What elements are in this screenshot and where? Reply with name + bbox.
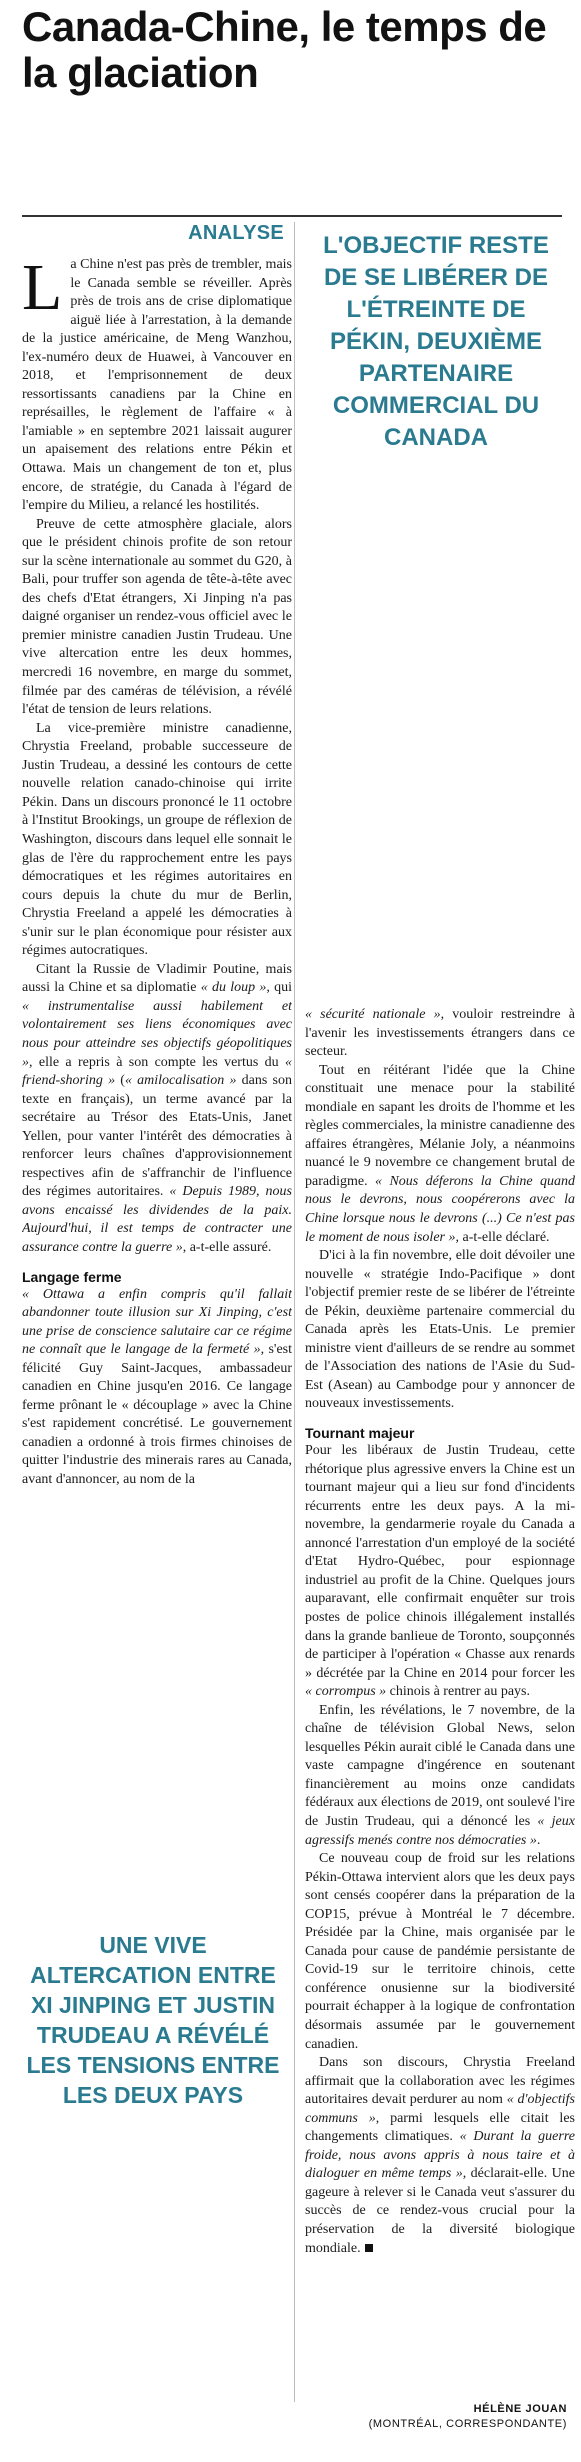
quote-italic: « amilocalisation » — [124, 1073, 237, 1089]
quote-italic: « instrumentalise aussi habilement et volontairement ses liens économiques avec nous pour atteindre ses objectifs géopolitiques » — [22, 998, 292, 1070]
rubric-label: ANALYSE — [188, 222, 284, 244]
paragraph-global-news — [305, 1702, 575, 1850]
headline: Canada-Chine, le temps de la glaciation — [22, 3, 547, 96]
end-mark — [365, 2244, 373, 2252]
text-run: Dans son discours, Chrystia Freeland affirmait que la collaboration avec les régimes autoritaires devait perdurer au nom — [305, 2055, 575, 2108]
quote-italic: « Durant la guerre froide, nous avons appris à nous taire et à dialoguer en même temps » — [305, 2129, 575, 2182]
pull-quote-altercation: UNE VIVE ALTERCATION ENTRE XI JINPING ET JUSTIN TRUDEAU A RÉVÉLÉ LES TENSIONS ENTRE LES DEUX PAYS — [26, 1932, 280, 2108]
subheading-tournant-majeur: Tournant majeur — [305, 1425, 415, 1442]
text-run: Tout en réitérant l'idée que la Chine constituait une menace pour la stabilité mondiale en sapant les droits de l'homme et les règles commerciales, la ministre canadienne des affaires étrangères, Mélanie Joly, a néanmoins nuancé le 9 novembre ce changement brutal de paradigme. — [305, 1062, 575, 1189]
text-run: chinois à rentrer au pays. — [386, 1684, 530, 1700]
text-run: . — [536, 1832, 541, 1848]
text-run: dans son texte en français), un terme avancé par la secrétaire au Trésor des Etats-Unis, Janet Yellen, pour vanter l'intérêt des démocraties à renforcer leurs chaînes d'approvisionnement respectives afin de s'affranchir de l'influence des régimes autoritaires. — [22, 1073, 292, 1200]
text-run: , s'est félicité Guy Saint-Jacques, ambassadeur canadien en Chine jusqu'en 2016. Ce langage ferme prônant le « découplage » avec la Chine s'est rapidement concrétisé. Le gouvernement canadien a ordonné à trois firmes chinoises de quitter l'industrie des minerais rares au Canada, avant d'annoncer, au nom de la — [22, 1342, 292, 1487]
paragraph-intro-text: a Chine n'est pas près de trembler, mais le Canada semble se réveiller. Après près de trois ans de crise diplomatique aiguë liée à l'arrestation, à la demande de la justice américaine, de Meng Wanzhou, l'ex-numéro deux de Huawei, à Vancouver en 2018, et l'emprisonnement de deux ressortissants canadiens par la Chine en représailles, le règlement de l'affaire « à l'amiable » en septembre 2021 laissait augurer un apaisement des relations entre Pékin et Ottawa. Mais un changement de ton et, plus encore, de stratégie, du Canada à l'égard de l'empire du Milieu, a relancé les hostilités. — [22, 257, 292, 514]
paragraph-intro — [22, 256, 292, 516]
text-run: ( — [115, 1073, 125, 1089]
paragraph-continued — [305, 1006, 575, 1062]
quote-italic: « sécurité nationale » — [305, 1007, 441, 1022]
author-name: HÉLÈNE JOUAN — [473, 2403, 567, 2415]
text-run: , a-t-elle déclaré. — [455, 1229, 550, 1245]
paragraph: La vice-première ministre canadienne, Chrystia Freeland, probable successeure de Justin Trudeau, a dessiné les contours de cette nouvelle relation canado-chinoise qui irrite Pékin. Dans un discours prononcé le 11 octobre à l'Institut Brookings, un groupe de réflexion de Washington, discours dans lequel elle sonnait le glas de l'ère du rapprochement entre les pays démocratiques et les régimes autoritaires en cours depuis la chute du mur de Berlin, Chrystia Freeland a appelé les démocraties à s'unir sur le plan économique pour résister aux régimes autocratiques. — [22, 720, 292, 959]
text-run: Citant la Russie de Vladimir Poutine, mais aussi la Chine et sa diplomatie — [22, 961, 292, 996]
text-run: , qui — [266, 980, 292, 996]
paragraph-quote-freeland — [22, 961, 292, 1258]
paragraph: D'ici à la fin novembre, elle doit dévoiler une nouvelle « stratégie Indo-Pacifique » dont l'objectif premier reste de se libérer de l'étreinte de Pékin, deuxième partenaire commercial du Canada après les Etats-Unis. Le premier ministre vient d'ailleurs de se rendre au sommet de l'Association des nations de l'Asie du Sud-Est (Asean) au Cambodge pour y annoncer de nouveaux investissements. — [305, 1248, 575, 1412]
pull-quote-objective-text: L'OBJECTIF RESTE DE SE LIBÉRER DE L'ÉTREINTE DE PÉKIN, DEUXIÈME PARTENAIRE COMMERCIAL DU CANADA — [323, 232, 549, 451]
column-divider — [294, 222, 295, 2402]
text-run: , a-t-elle assuré. — [182, 1239, 272, 1255]
pull-quote-objective — [305, 222, 567, 992]
quote-italic: « corrompus » — [305, 1684, 387, 1700]
article-column-left — [22, 256, 292, 1918]
text-run: , elle a repris à son compte les vertus du — [29, 1054, 285, 1070]
text-run: Pour les libéraux de Justin Trudeau, cette rhétorique plus agressive envers la Chine est un tournant majeur qui a lieu sur fond d'incidents récurrents entre les deux pays. A la mi-novembre, la gendarmerie royale du Canada a annoncé l'arrestation d'un employé de la société d'Etat Hydro-Québec, pour espionnage industriel au profit de la Chine. Quelques jours auparavant, elle confirmait enquêter sur trois postes de police chinois illégalement installés dans la grande banlieue de Toronto, soupçonnés de participer à l'opération « Chasse aux renards » décrétée par la Chine en 2014 pour forcer les — [305, 1443, 575, 1681]
quote-italic: « du loup » — [200, 980, 267, 996]
paragraph-conclusion — [305, 2054, 575, 2258]
paragraph: Ce nouveau coup de froid sur les relations Pékin-Ottawa intervient alors que les deux pays sont censés coopérer dans la préparation de la COP15, prévue à Montréal le 7 décembre. Présidée par la Chine, mais organisée par le Canada pour cause de pandémie persistante de Covid-19 sur le territoire chinois, cette conférence onusienne sur la biodiversité pourrait échapper à la logique de confrontation désormais assumée par le gouvernement canadien. — [305, 1851, 575, 2052]
paragraph-joly — [305, 1062, 575, 1247]
author-location: (MONTRÉAL, CORRESPONDANTE) — [368, 2418, 567, 2430]
quote-italic: « Nous déferons la Chine quand nous le devrons, nous coopérerons avec la Chine lorsque nous le devrons (...) Ce n'est pas le moment de nous isoler » — [305, 1173, 575, 1245]
paragraph-tournant — [305, 1442, 575, 1702]
headline-rule — [22, 215, 562, 217]
quote-italic: « jeux agressifs menés contre nos démocraties » — [305, 1813, 575, 1848]
text-run: , parmi lesquels elle citait les changements climatiques. — [305, 2110, 575, 2145]
quote-italic: « Depuis 1989, nous avons encaissé les dividendes de la paix. Aujourd'hui, il est temps de contracter une assurance contre la guerre » — [22, 1184, 292, 1255]
text-run: Enfin, les révélations, le 7 novembre, de la chaîne de télévision Global News, selon lesquelles Pékin aurait ciblé le Canada dans une vaste campagne d'ingérence en soutenant financièrement au moins onze candidats fédéraux aux élections de 2019, ont soulevé l'ire de Justin Trudeau, qui a dénoncé les — [305, 1702, 575, 1829]
text-run: , déclarait-elle. Une gageure à relever si le Canada veut s'assurer du succès de ce rendez-vous crucial pour la préservation de la diversité biologique mondiale. — [305, 2166, 575, 2256]
quote-italic: « friend-shoring » — [22, 1054, 292, 1089]
paragraph: Preuve de cette atmosphère glaciale, alors que le président chinois profite de son retour sur la scène internationale au sommet du G20, à Bali, pour truffer son agenda de tête-à-tête avec des chefs d'Etat étrangers, Xi Jinping n'a pas daigné organiser un rendez-vous officiel avec le premier ministre canadien Justin Trudeau. Une vive altercation entre les deux hommes, mercredi 16 novembre, en marge du sommet, filmée par des caméras de télévision, a révélé l'état de tension de leurs relations. — [22, 516, 292, 718]
subheading-langage-ferme: Langage ferme — [22, 1268, 122, 1285]
paragraph-saint-jacques — [22, 1286, 292, 1490]
drop-cap: L — [22, 256, 63, 324]
byline — [305, 2402, 567, 2432]
quote-italic: « Ottawa a enfin compris qu'il fallait abandonner toute illusion sur Xi Jinping, c'est une prise de conscience salutaire car ce régime ne connaît que le langage de la fermeté » — [22, 1286, 292, 1358]
quote-italic: « d'objectifs communs » — [305, 2092, 575, 2126]
article-column-right — [305, 1006, 575, 2394]
text-run: , vouloir restreindre à l'avenir les investissements étrangers dans ce secteur. — [305, 1007, 575, 1060]
